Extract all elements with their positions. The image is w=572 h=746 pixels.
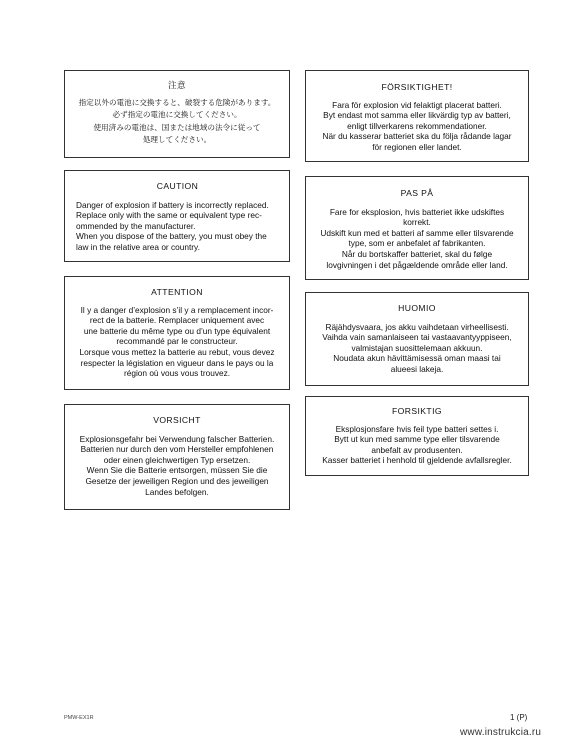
caution-text-line: rect de la batterie. Remplacer uniquement avec (89, 315, 265, 326)
caution-box-finnish (305, 292, 529, 386)
caution-text-line: Bytt ut kun med samme type eller tilsvarende (334, 434, 500, 445)
caution-title-german: VORSICHT (153, 415, 201, 425)
caution-text-line: Når du bortskaffer batteriet, skal du følge (341, 248, 493, 259)
caution-text-line: recommandé par le constructeur. (116, 336, 238, 347)
caution-text-line: När du kasserar batteriet ska du följa rådande lagar (322, 131, 512, 142)
caution-text-line: région où vous vous trouvez. (123, 368, 231, 379)
watermark-site: www.instrukcia.ru (460, 727, 542, 738)
caution-text-line: Lorsque vous mettez la batterie au rebut, vous devez (79, 346, 275, 357)
caution-text-line: Wenn Sie die Batterie entsorgen, müssen Sie die (86, 465, 268, 476)
caution-text-line: 処理してください。 (142, 135, 212, 145)
caution-box-french (64, 276, 290, 390)
caution-text-line: Replace only with the same or equivalent type rec- (76, 210, 262, 221)
caution-text-line: Udskift kun med et batteri af samme eller tilsvarende (320, 227, 514, 238)
caution-box-norwegian (305, 396, 529, 476)
caution-text-line: Byt endast mot samma eller likvärdig typ av batteri, (323, 110, 511, 121)
caution-text-line: 必ず指定の電池に交換してください。 (112, 110, 242, 120)
caution-text-line: Vaihda vain samanlaiseen tai vastaavantyyppiseen, (322, 332, 512, 343)
page-number: 1 (P) (510, 713, 528, 722)
caution-text-line: ommended by the manufacturer. (76, 220, 196, 231)
caution-text-line: une batterie du même type ou d’un type équivalent (83, 325, 271, 336)
caution-text-line: valmistajan suosittelemaan akkuun. (351, 342, 483, 353)
caution-text-line: Danger of explosion if battery is incorrectly replaced. (76, 199, 269, 210)
caution-title-finnish: HUOMIO (398, 303, 436, 313)
caution-text-line: type, som er anbefalet af fabrikanten. (348, 238, 486, 249)
caution-text-line: Landes befolgen. (145, 486, 209, 497)
model-number: PMW-EX1R (64, 715, 94, 721)
caution-box-english (64, 170, 290, 262)
caution-box-japanese (64, 70, 290, 158)
caution-text-line: Räjähdysvaara, jos akku vaihdetaan virheellisesti. (325, 321, 509, 332)
caution-title-norwegian: FORSIKTIG (392, 406, 442, 416)
caution-text-line: law in the relative area or country. (76, 241, 200, 252)
caution-text-line: anbefalt av produsenten. (371, 444, 463, 455)
caution-text-line: Fare for eksplosion, hvis batteriet ikke udskiftes (329, 206, 505, 217)
caution-text-line: Fara för explosion vid felaktigt placerat batteri. (332, 99, 502, 110)
caution-text-line: 使用済みの電池は、国または地域の法令に従って (93, 122, 261, 132)
caution-text-line: korrekt. (403, 217, 431, 228)
caution-title-japanese: 注意 (168, 80, 186, 90)
caution-text-line: lovgivningen i det pågældende område eller land. (326, 259, 508, 270)
caution-text-line: Batterien nur durch den vom Hersteller empfohlenen (80, 444, 274, 455)
caution-text-line: respecter la législation en vigueur dans le pays ou la (80, 357, 274, 368)
caution-box-danish (305, 176, 529, 280)
caution-text-line: alueesi lakeja. (390, 363, 444, 374)
caution-box-swedish (305, 70, 529, 162)
caution-title-french: ATTENTION (151, 287, 203, 297)
caution-title-swedish: FÖRSIKTIGHET! (381, 82, 453, 92)
caution-text-line: Noudata akun hävittämisessä oman maasi tai (333, 353, 501, 364)
caution-text-line: enligt tillverkarens rekommendationer. (347, 120, 487, 131)
caution-text-line: Explosionsgefahr bei Verwendung falscher Batterien. (79, 433, 275, 444)
caution-text-line: Il y a danger d’explosion s’il y a remplacement incor- (80, 304, 274, 315)
caution-title-danish: PAS PÅ (400, 188, 434, 198)
caution-text-line: 指定以外の電池に交換すると、破裂する危険があります。 (78, 97, 276, 107)
caution-text-line: Eksplosjonsfare hvis feil type batteri settes i. (335, 423, 499, 434)
caution-text-line: Gesetze der jeweiligen Region und des jeweiligen (85, 475, 269, 486)
caution-box-german (64, 404, 290, 510)
caution-text-line: Kasser batteriet i henhold til gjeldende avfallsregler. (322, 455, 512, 466)
caution-text-line: oder einen gleichwertigen Typ ersetzen. (103, 454, 251, 465)
caution-text-line: When you dispose of the battery, you must obey the (76, 231, 267, 242)
caution-text-line: för regionen eller landet. (372, 141, 462, 152)
caution-title-english: CAUTION (156, 181, 199, 191)
